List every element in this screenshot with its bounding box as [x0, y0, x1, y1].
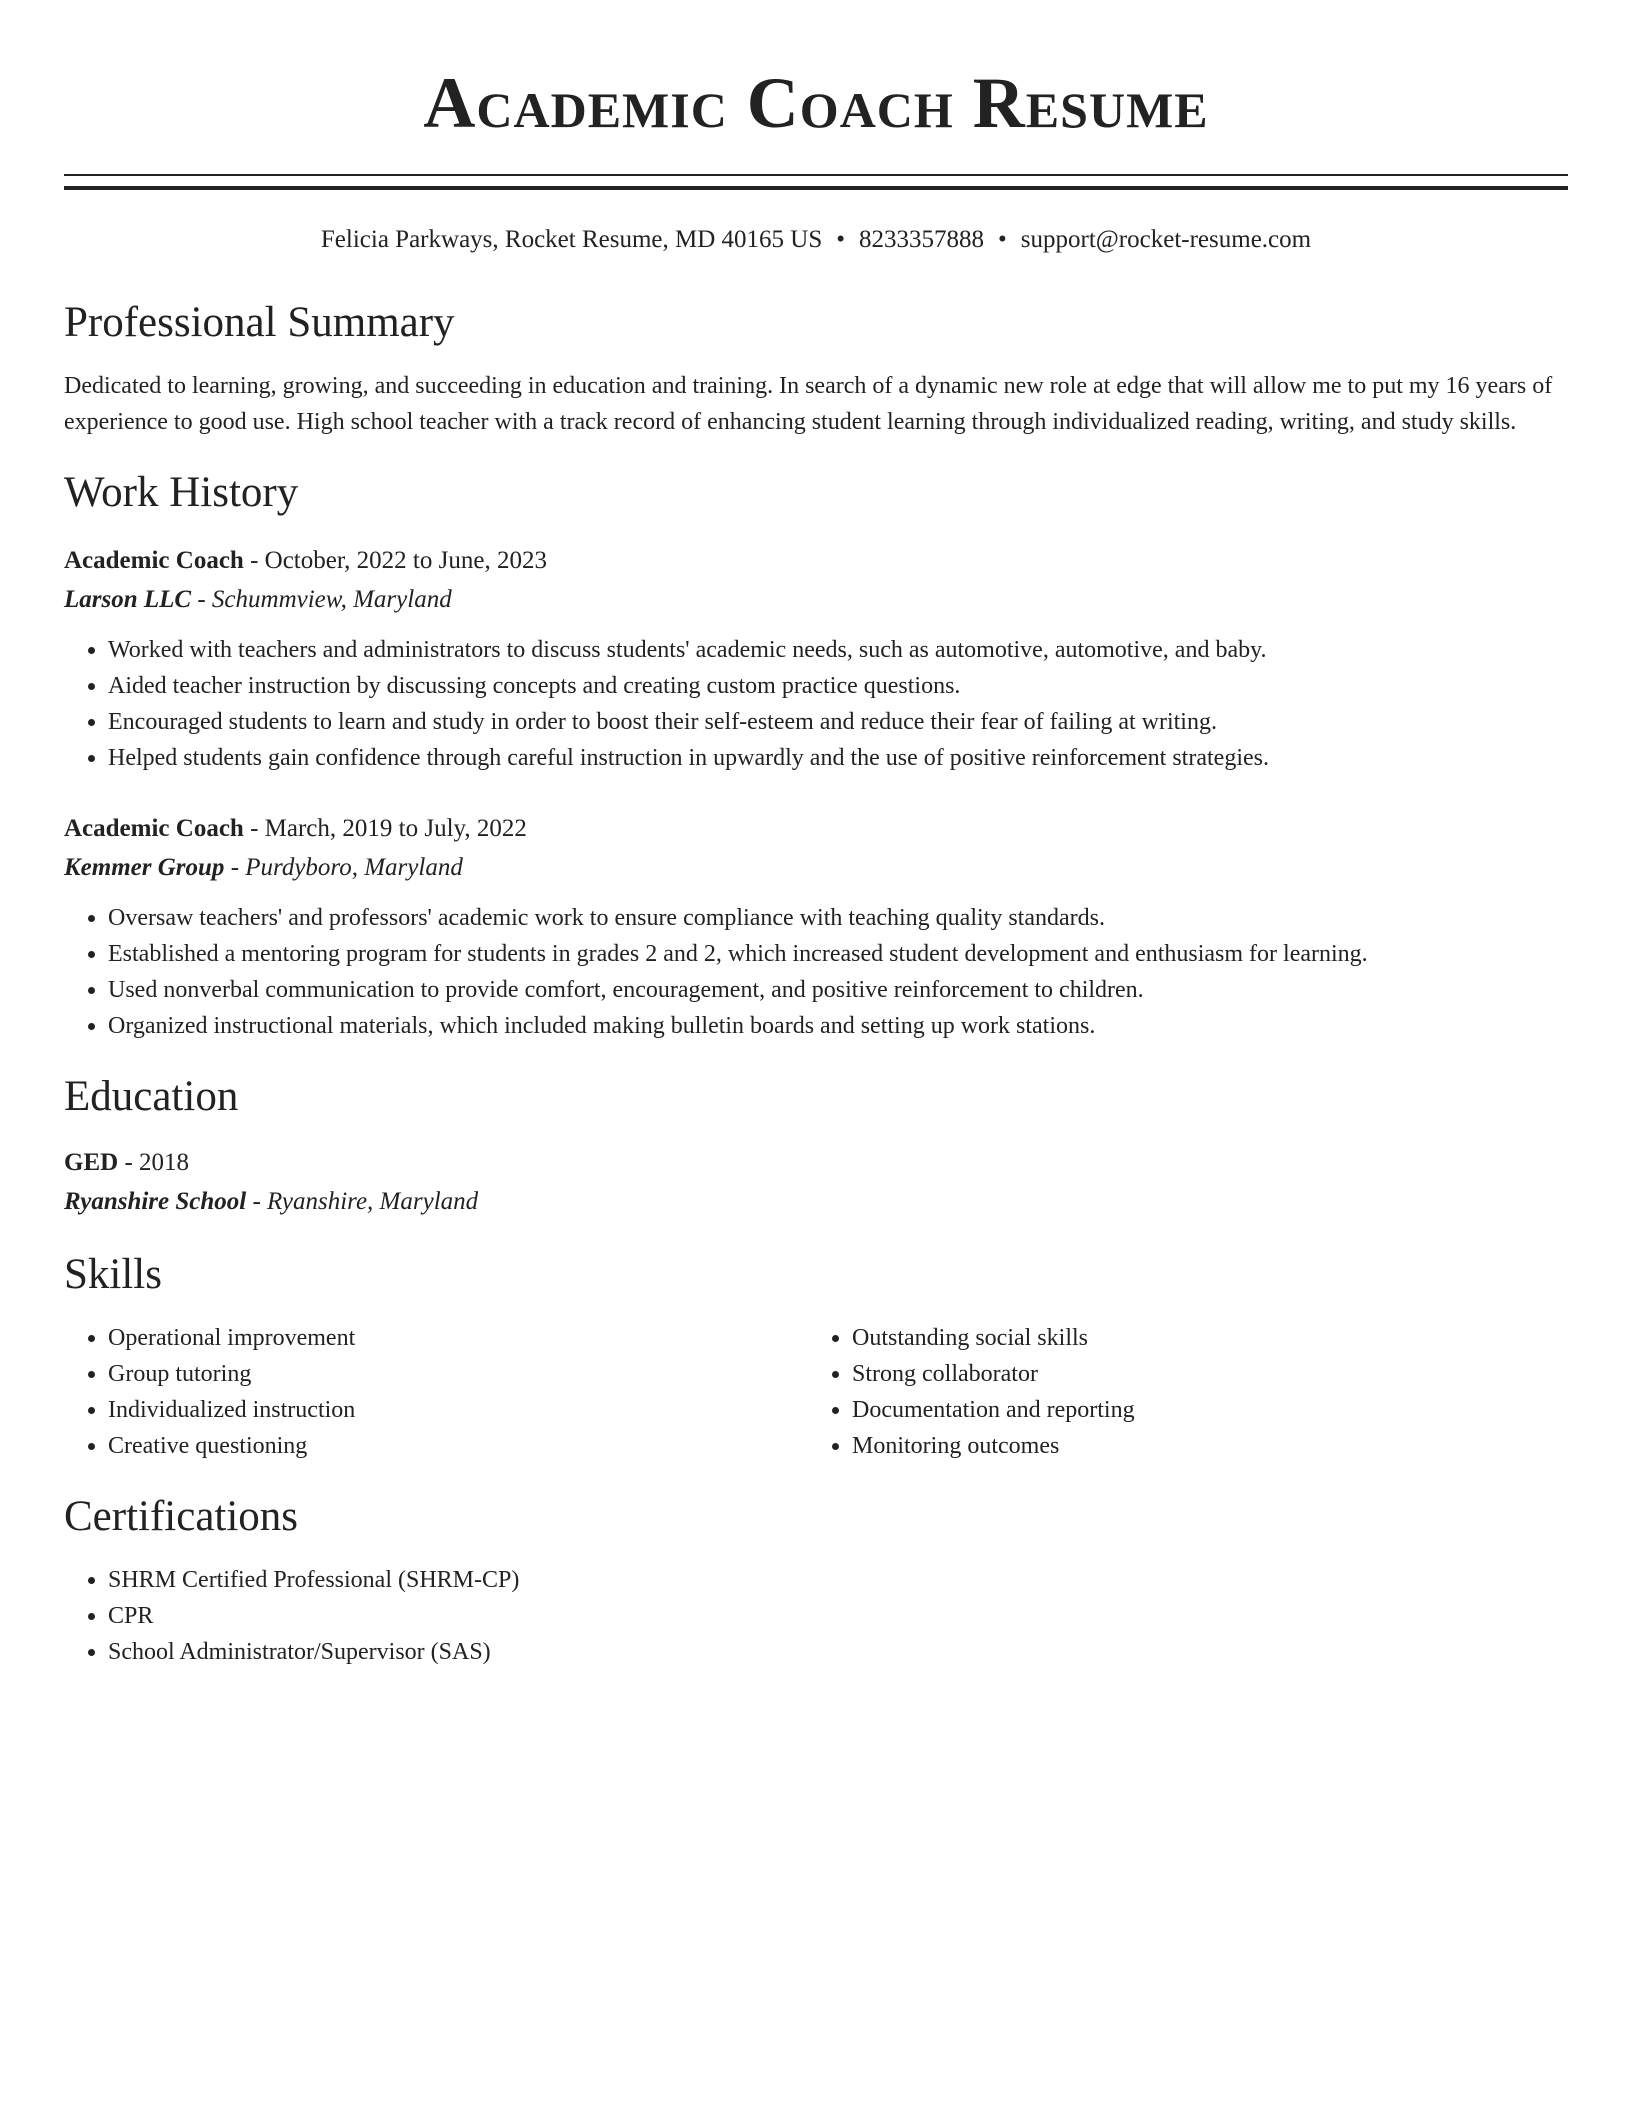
- job-title-line: [64, 810, 1568, 848]
- list-item: • Creative questioning: [108, 1428, 808, 1464]
- list-item: • Organized instructional materials, which included making bulletin boards and setting up work stations.: [108, 1008, 1568, 1044]
- list-item: • Aided teacher instruction by discussing concepts and creating custom practice questions.: [108, 668, 1568, 704]
- list-item: • Oversaw teachers' and professors' academic work to ensure compliance with teaching quality standards.: [108, 900, 1568, 936]
- job-title: Academic Coach: [64, 815, 244, 842]
- skills-list-left: [64, 1320, 808, 1464]
- employer-location: - Schummview, Maryland: [191, 586, 452, 613]
- list-item: • Monitoring outcomes: [852, 1428, 1552, 1464]
- employer-name: Larson LLC: [64, 586, 192, 613]
- contact-email: support@rocket-resume.com: [1020, 226, 1312, 253]
- list-item: • Used nonverbal communication to provide comfort, encouragement, and positive reinforcement to children.: [108, 972, 1568, 1008]
- section-heading-work: Work History: [64, 469, 299, 516]
- section-heading-summary: Professional Summary: [64, 299, 455, 346]
- education-section: [64, 1070, 1568, 1222]
- list-item: • School Administrator/Supervisor (SAS): [108, 1634, 1568, 1670]
- list-item: • Helped students gain confidence through careful instruction in upwardly and the use of positive reinforcement strategies.: [108, 740, 1568, 776]
- skills-list-right: [808, 1320, 1552, 1464]
- list-item: • Strong collaborator: [852, 1356, 1552, 1392]
- section-heading-skills: Skills: [64, 1251, 162, 1298]
- section-heading-education: Education: [64, 1073, 239, 1120]
- list-item: • Worked with teachers and administrators to discuss students' academic needs, such as automotive, automotive, and baby.: [108, 632, 1568, 668]
- contact-info: [64, 224, 1568, 256]
- list-item: • SHRM Certified Professional (SHRM-CP): [108, 1562, 1568, 1598]
- employer-location: - Purdyboro, Maryland: [224, 854, 463, 881]
- job-duties-list: [64, 900, 1568, 1044]
- skills-grid: [64, 1320, 1568, 1464]
- contact-separator: •: [998, 226, 1007, 253]
- section-heading-certifications: Certifications: [64, 1493, 299, 1540]
- school-name: Ryanshire School: [64, 1188, 247, 1215]
- job-dates: - March, 2019 to July, 2022: [243, 815, 527, 842]
- list-item: • Operational improvement: [108, 1320, 808, 1356]
- summary-text: Dedicated to learning, growing, and succeeding in education and training. In search of a dynamic new role at edge that will allow me to put my 16 years of experience to good use. High school teacher with a track record of enhancing student learning through individualized reading, writing, and study skills.: [64, 373, 1553, 435]
- list-item: • Outstanding social skills: [852, 1320, 1552, 1356]
- job-duties-list: [64, 632, 1568, 776]
- skills-section: [64, 1248, 1568, 1464]
- employer-line: [64, 580, 1568, 620]
- list-item: • Documentation and reporting: [852, 1392, 1552, 1428]
- title-divider: [64, 174, 1568, 190]
- list-item: • Encouraged students to learn and study in order to boost their self-esteem and reduce their fear of failing at writing.: [108, 704, 1568, 740]
- degree-name: GED: [64, 1149, 119, 1176]
- job-title: Academic Coach: [64, 547, 244, 574]
- certifications-section: [64, 1490, 1568, 1670]
- education-entry: [64, 1144, 1568, 1222]
- work-history-section: [64, 466, 1568, 1044]
- employer-line: [64, 848, 1568, 888]
- job-entry: [64, 810, 1568, 1044]
- list-item: • Individualized instruction: [108, 1392, 808, 1428]
- list-item: • Group tutoring: [108, 1356, 808, 1392]
- resume-page: [64, 0, 1568, 1670]
- degree-year: - 2018: [118, 1149, 190, 1176]
- school-location: - Ryanshire, Maryland: [246, 1188, 479, 1215]
- contact-address: Felicia Parkways, Rocket Resume, MD 40165 US: [320, 226, 823, 253]
- job-entry: [64, 542, 1568, 776]
- degree-line: [64, 1144, 1568, 1182]
- contact-phone: 8233357888: [859, 226, 985, 253]
- list-item: • Established a mentoring program for students in grades 2 and 2, which increased student development and enthusiasm for learning.: [108, 936, 1568, 972]
- contact-separator: •: [836, 226, 846, 253]
- certifications-list: [64, 1562, 1568, 1670]
- professional-summary-section: [64, 296, 1568, 440]
- job-dates: - October, 2022 to June, 2023: [243, 547, 547, 574]
- list-item: • CPR: [108, 1598, 1568, 1634]
- resume-title: Academic Coach Resume: [423, 63, 1209, 143]
- employer-name: Kemmer Group: [64, 854, 225, 881]
- school-line: [64, 1182, 1568, 1222]
- job-title-line: [64, 542, 1568, 580]
